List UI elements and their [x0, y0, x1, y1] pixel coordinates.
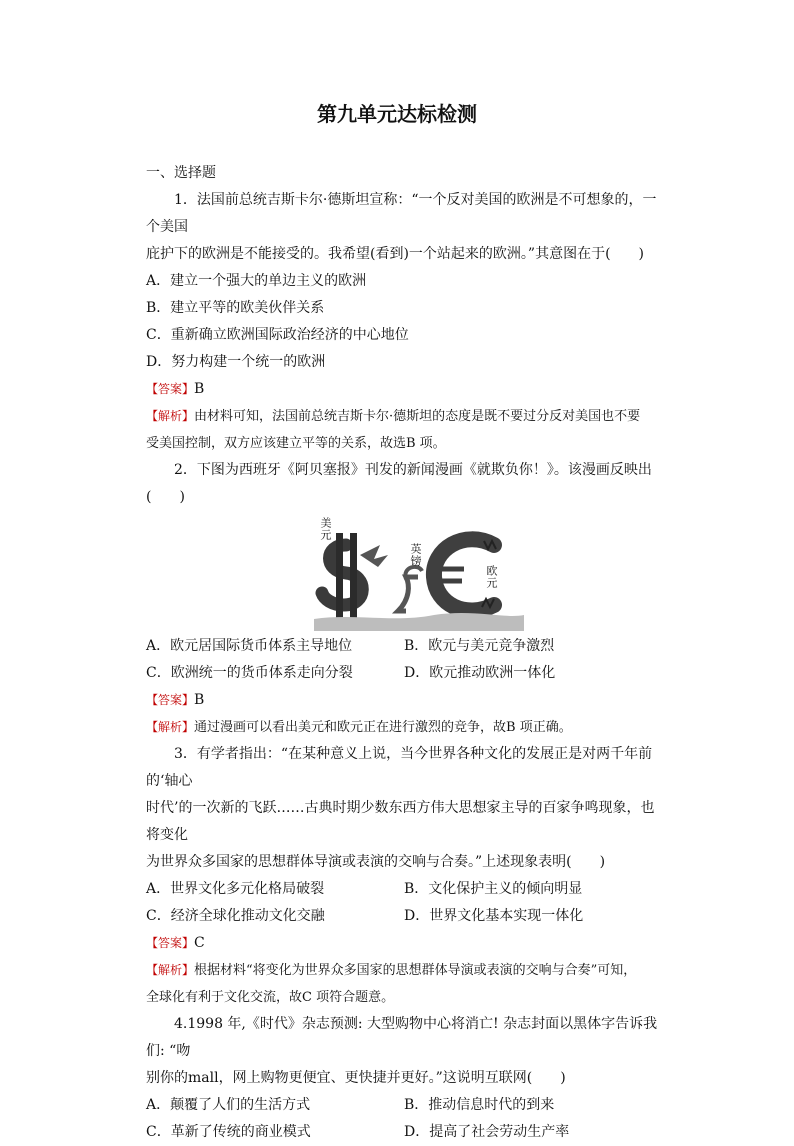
q3-option-b: B．文化保护主义的倾向明显: [404, 881, 583, 897]
question-content: [146, 160, 666, 1146]
q2-option-d: D．欧元推动欧洲一体化: [404, 665, 556, 681]
caption-eur: 欧元: [485, 565, 498, 589]
q3-option-a: A．世界文化多元化格局破裂: [146, 881, 325, 897]
q1-option-b: B．建立平等的欧美伙伴关系: [146, 300, 325, 316]
q2-answer: 【答案】B: [146, 692, 205, 708]
currency-cartoon: [146, 515, 666, 631]
q1-explain-line2: 受美国控制，双方应该建立平等的关系，故选B 项。: [146, 436, 446, 451]
q3-explain-line2: 全球化有利于文化交流，故C 项符合题意。: [146, 990, 395, 1005]
caption-gbp: 英镑: [409, 543, 422, 567]
q1-option-d: D．努力构建一个统一的欧洲: [146, 354, 326, 370]
q3-option-c: C．经济全球化推动文化交融: [146, 908, 325, 924]
q2-option-b: B．欧元与美元竞争激烈: [404, 638, 555, 654]
q4-option-b: B．推动信息时代的到来: [404, 1097, 555, 1113]
q2-stem: 2．下图为西班牙《阿贝塞报》刊发的新闻漫画《就欺负你！》。该漫画反映出( ): [146, 462, 652, 505]
q3-option-d: D．世界文化基本实现一体化: [404, 908, 584, 924]
answer-tag: 【答案】: [146, 382, 195, 396]
q4-option-d: D．提高了社会劳动生产率: [404, 1124, 570, 1140]
q4-stem-line1: 4.1998 年,《时代》杂志预测: 大型购物中心将消亡! 杂志封面以黑体字告诉我们: “吻: [146, 1016, 658, 1059]
q1-option-a: A．建立一个强大的单边主义的欧洲: [146, 273, 367, 289]
caption-usd: 美元: [319, 517, 332, 541]
q4-options-row1: [146, 1092, 666, 1119]
q1-option-c: C．重新确立欧洲国际政治经济的中心地位: [146, 327, 409, 343]
q3-explain-line1: 【解析】根据材料“将变化为世界众多国家的思想群体导演或表演的交响与合奏”可知，: [146, 963, 637, 978]
q3-options-row2: [146, 903, 666, 930]
q1-answer-value: B: [194, 381, 205, 397]
q3-stem-line2: 时代’的一次新的飞跃……古典时期少数东西方伟大思想家主导的百家争鸣现象，也将变化: [146, 800, 655, 843]
q1-stem-line2: 庇护下的欧洲是不能接受的。我希望(看到)一个站起来的欧洲。”其意图在于( ): [146, 246, 645, 262]
q2-options-row2: [146, 660, 666, 687]
q3-answer: 【答案】C: [146, 935, 205, 951]
q2-answer-value: B: [194, 692, 205, 708]
page-title: 第九单元达标检测: [317, 102, 477, 126]
q3-options-row1: [146, 876, 666, 903]
section-heading: 一、选择题: [146, 165, 216, 181]
q4-option-a: A．颠覆了人们的生活方式: [146, 1097, 311, 1113]
q4-option-c: C．革新了传统的商业模式: [146, 1124, 311, 1140]
q4-stem-line2: 别你的mall，网上购物更便宜、更快捷并更好。”这说明互联网( ): [146, 1070, 566, 1086]
q4-options-row2: [146, 1119, 666, 1146]
q1-answer: [146, 376, 666, 403]
q2-options-row1: [146, 633, 666, 660]
q1-explain-line1: 【解析】由材料可知，法国前总统吉斯卡尔·德斯坦的态度是既不要过分反对美国也不要: [146, 409, 641, 424]
q2-explain: 【解析】通过漫画可以看出美元和欧元正在进行激烈的竞争，故B 项正确。: [146, 720, 572, 735]
q3-stem-line1: 3．有学者指出：“在某种意义上说，当今世界各种文化的发展正是对两千年前的‘轴心: [146, 746, 653, 789]
q3-stem-line3: 为世界众多国家的思想群体导演或表演的交响与合奏。”上述现象表明( ): [146, 854, 606, 870]
explain-tag: 【解析】: [146, 409, 195, 423]
q1-stem-line1: 1．法国前总统吉斯卡尔·德斯坦宣称：“一个反对美国的欧洲是不可想象的，一个美国: [146, 192, 657, 235]
q2-option-a: A．欧元居国际货币体系主导地位: [146, 638, 353, 654]
q3-answer-value: C: [194, 935, 205, 951]
q2-option-c: C．欧洲统一的货币体系走向分裂: [146, 665, 353, 681]
